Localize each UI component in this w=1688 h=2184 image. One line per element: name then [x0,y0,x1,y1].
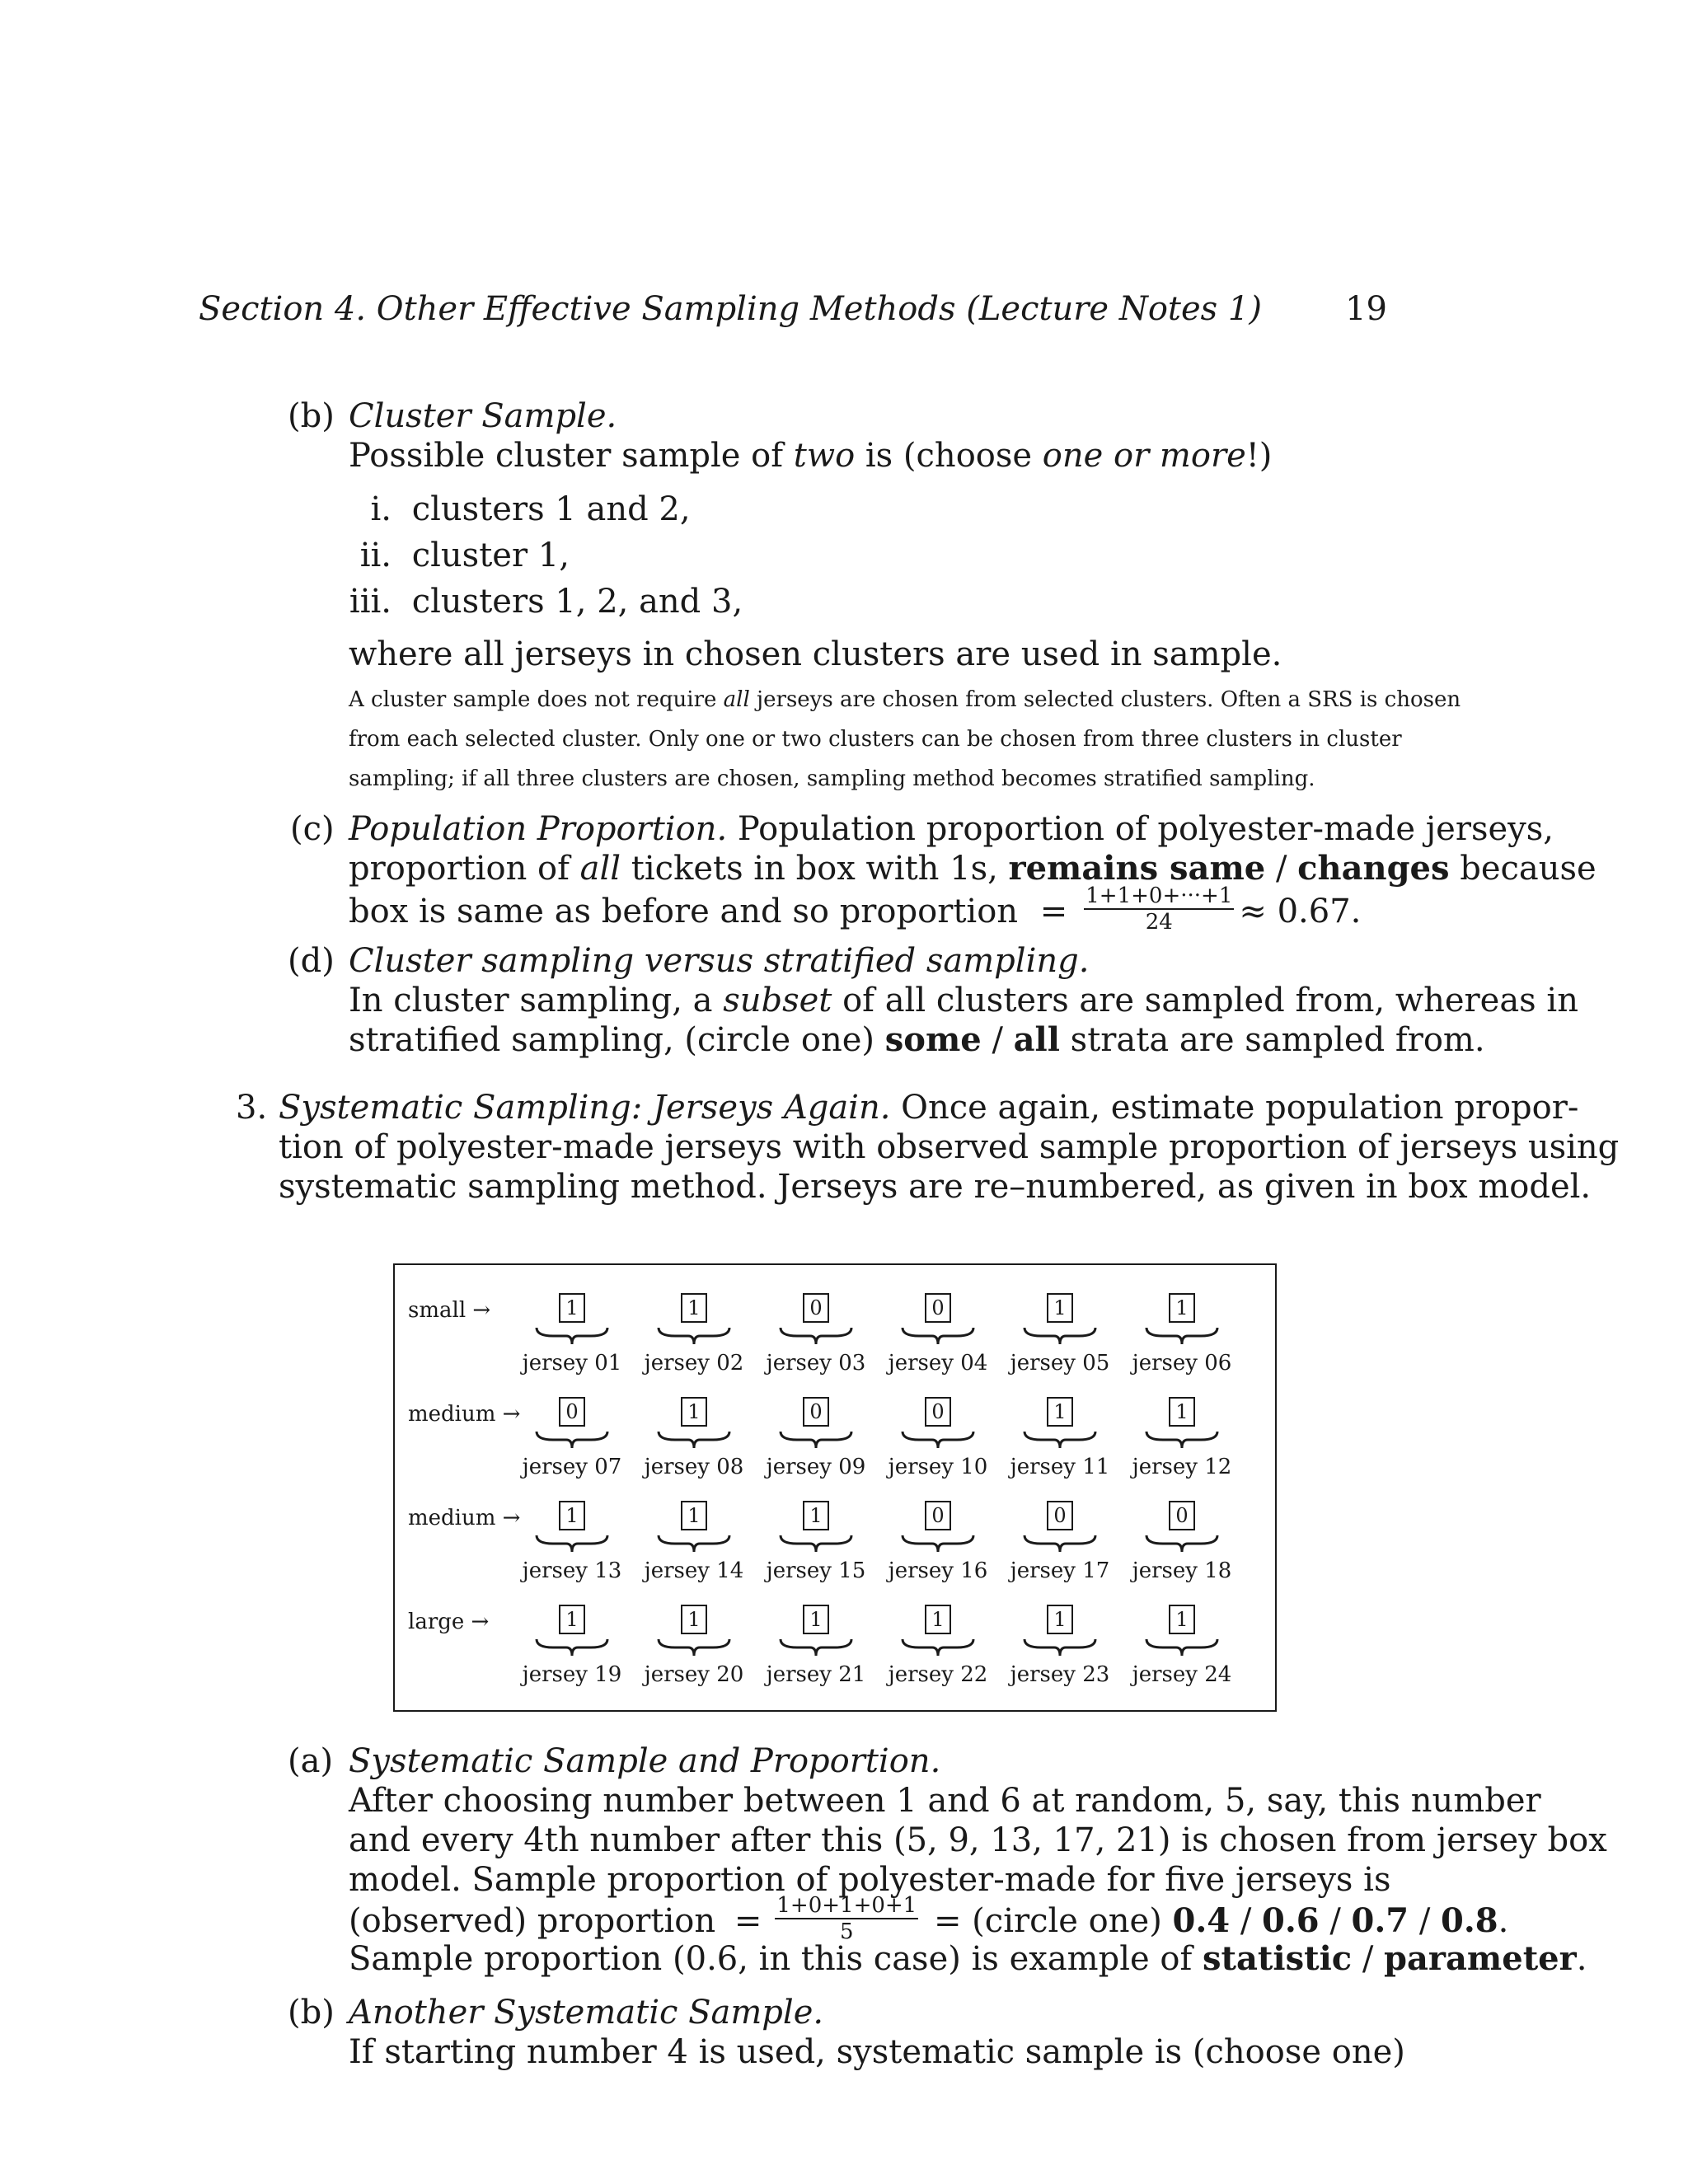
part-b-label: (b) [288,397,335,435]
jersey-label: jersey 24 [1132,1662,1232,1687]
ticket: 0 [803,1397,829,1427]
ticket: 1 [681,1293,707,1323]
option-iii: iii. clusters 1, 2, and 3, [349,583,743,621]
ticket: 1 [1047,1605,1073,1634]
part-c-line-2: proportion of all tickets in box with 1s, remains same / changes because [349,849,1597,888]
underbrace-icon [901,1638,975,1657]
jersey-cell [1128,1605,1236,1687]
part-3b-label: (b) [288,1994,335,2032]
ticket: 0 [803,1293,829,1323]
jersey-label: jersey 16 [888,1558,988,1583]
part-b-title: Cluster Sample. [349,397,617,435]
page-number: 19 [1345,290,1387,328]
jersey-label: jersey 19 [522,1662,622,1687]
ticket: 0 [559,1397,585,1427]
ticket: 1 [1169,1293,1195,1323]
jersey-cell [884,1501,992,1583]
jersey-cell [1006,1293,1114,1376]
jersey-cell [518,1397,626,1479]
ticket: 1 [803,1605,829,1634]
part-3a-line-1: After choosing number between 1 and 6 at random, 5, say, this number [349,1782,1541,1820]
ticket: 0 [925,1501,951,1530]
jersey-cell [1128,1501,1236,1583]
ticket: 1 [559,1501,585,1530]
jersey-cell [1128,1397,1236,1479]
jersey-label: jersey 12 [1132,1455,1232,1479]
option-i: i. clusters 1 and 2, [370,490,691,528]
jersey-label: jersey 23 [1010,1662,1110,1687]
part-3a-line-3: model. Sample proportion of polyester-made for five jerseys is [349,1861,1391,1899]
underbrace-icon [779,1326,853,1346]
part-d-title: Cluster sampling versus stratified sampling. [349,942,1090,980]
ticket: 1 [559,1605,585,1634]
jersey-cell [640,1605,748,1687]
ticket: 1 [925,1605,951,1634]
jersey-label: jersey 14 [644,1558,744,1583]
underbrace-icon [1145,1430,1219,1450]
underbrace-icon [779,1430,853,1450]
jersey-box-model [393,1263,1277,1712]
part-b-intro: Possible cluster sample of two is (choose one or more!) [349,437,1273,475]
ticket: 1 [1169,1605,1195,1634]
part-3a-line-5: Sample proportion (0.6, in this case) is example of statistic / parameter. [349,1939,1587,1978]
jersey-cell [518,1293,626,1376]
ticket: 1 [559,1293,585,1323]
jersey-cell [884,1605,992,1687]
underbrace-icon [779,1534,853,1554]
row-label-medium: medium → [408,1402,521,1427]
underbrace-icon [535,1638,609,1657]
jersey-label: jersey 04 [888,1351,988,1376]
underbrace-icon [535,1534,609,1554]
jersey-cell [1006,1501,1114,1583]
underbrace-icon [901,1326,975,1346]
part-3a-line-2: and every 4th number after this (5, 9, 13, 17, 21) is chosen from jersey box [349,1821,1607,1859]
jersey-label: jersey 22 [888,1662,988,1687]
jersey-cell [1128,1293,1236,1376]
ticket: 1 [803,1501,829,1530]
part-3b-title: Another Systematic Sample. [349,1994,824,2032]
underbrace-icon [1023,1430,1097,1450]
underbrace-icon [657,1534,731,1554]
part-3b-line-1: If starting number 4 is used, systematic sample is (choose one) [349,2033,1405,2071]
underbrace-icon [657,1430,731,1450]
row-label-large: large → [408,1610,490,1634]
part-c-line-3: box is same as before and so proportion = $\frac{1+1+0+\cdot\cdot\cdot+1}{24}$ ≈ 0.67. [349,883,1362,935]
item-3-line-3: systematic sampling method. Jerseys are re–numbered, as given in box model. [279,1168,1592,1206]
row-label-small: small → [408,1298,491,1323]
ticket: 0 [1047,1501,1073,1530]
ticket: 0 [925,1293,951,1323]
ticket: 1 [1047,1397,1073,1427]
jersey-label: jersey 07 [522,1455,622,1479]
jersey-cell [1006,1605,1114,1687]
jersey-label: jersey 17 [1010,1558,1110,1583]
ticket: 0 [925,1397,951,1427]
underbrace-icon [657,1326,731,1346]
ticket: 1 [1047,1293,1073,1323]
underbrace-icon [1023,1638,1097,1657]
part-d-label: (d) [288,942,335,980]
underbrace-icon [901,1430,975,1450]
underbrace-icon [901,1534,975,1554]
jersey-cell [518,1501,626,1583]
running-header [199,290,1387,328]
item-3-line-1: Systematic Sampling: Jerseys Again. Once again, estimate population propor- [279,1089,1579,1127]
underbrace-icon [1145,1326,1219,1346]
item-3-label: 3. [236,1089,268,1127]
proportion-fraction: $\frac{1+1+0+\cdot\cdot\cdot+1}{24}$ [1085,883,1233,935]
jersey-label: jersey 10 [888,1455,988,1479]
sample-proportion-fraction: $\frac{1+0+1+0+1}{5}$ [776,1893,917,1944]
underbrace-icon [1145,1638,1219,1657]
jersey-label: jersey 09 [766,1455,866,1479]
part-b-where: where all jerseys in chosen clusters are used in sample. [349,635,1282,673]
part-d-line-1: In cluster sampling, a subset of all clusters are sampled from, whereas in [349,982,1578,1019]
jersey-label: jersey 20 [644,1662,744,1687]
ticket: 1 [1169,1397,1195,1427]
jersey-label: jersey 03 [766,1351,866,1376]
jersey-cell [762,1397,870,1479]
jersey-label: jersey 01 [522,1351,622,1376]
jersey-cell [884,1397,992,1479]
part-b-note-1: A cluster sample does not require all jerseys are chosen from selected clusters. Often a SRS is chosen [349,687,1461,712]
underbrace-icon [1145,1534,1219,1554]
jersey-cell [762,1501,870,1583]
header-title: Section 4. Other Effective Sampling Methods (Lecture Notes 1) [199,290,1262,328]
jersey-cell [640,1501,748,1583]
jersey-label: jersey 02 [644,1351,744,1376]
underbrace-icon [535,1430,609,1450]
part-3a-line-4: (observed) proportion = $\frac{1+0+1+0+1}{5}$ = (circle one) 0.4 / 0.6 / 0.7 / 0.8. [349,1893,1509,1944]
underbrace-icon [657,1638,731,1657]
jersey-label: jersey 11 [1010,1455,1110,1479]
ticket: 1 [681,1397,707,1427]
underbrace-icon [1023,1326,1097,1346]
jersey-cell [640,1293,748,1376]
ticket: 1 [681,1501,707,1530]
jersey-label: jersey 18 [1132,1558,1232,1583]
jersey-label: jersey 06 [1132,1351,1232,1376]
part-b-note-2: from each selected cluster. Only one or two clusters can be chosen from three clusters in cluster [349,727,1402,752]
underbrace-icon [779,1638,853,1657]
jersey-cell [518,1605,626,1687]
jersey-cell [762,1293,870,1376]
part-c-label: (c) [290,810,335,848]
underbrace-icon [535,1326,609,1346]
jersey-label: jersey 13 [522,1558,622,1583]
jersey-label: jersey 21 [766,1662,866,1687]
part-d-line-2: stratified sampling, (circle one) some / all strata are sampled from. [349,1020,1485,1059]
option-ii: ii. cluster 1, [359,537,570,574]
ticket: 0 [1169,1501,1195,1530]
jersey-cell [762,1605,870,1687]
part-b-note-3: sampling; if all three clusters are chosen, sampling method becomes stratified sampling. [349,766,1315,791]
jersey-label: jersey 05 [1010,1351,1110,1376]
ticket: 1 [681,1605,707,1634]
jersey-cell [1006,1397,1114,1479]
row-label-medium: medium → [408,1506,521,1530]
part-c-line-1: Population Proportion. Population proportion of polyester-made jerseys, [349,810,1554,848]
part-3a-label: (a) [288,1742,334,1780]
item-3-line-2: tion of polyester-made jerseys with observed sample proportion of jerseys using [279,1128,1620,1166]
jersey-label: jersey 08 [644,1455,744,1479]
jersey-cell [640,1397,748,1479]
jersey-cell [884,1293,992,1376]
underbrace-icon [1023,1534,1097,1554]
jersey-label: jersey 15 [766,1558,866,1583]
part-3a-title: Systematic Sample and Proportion. [349,1742,941,1780]
